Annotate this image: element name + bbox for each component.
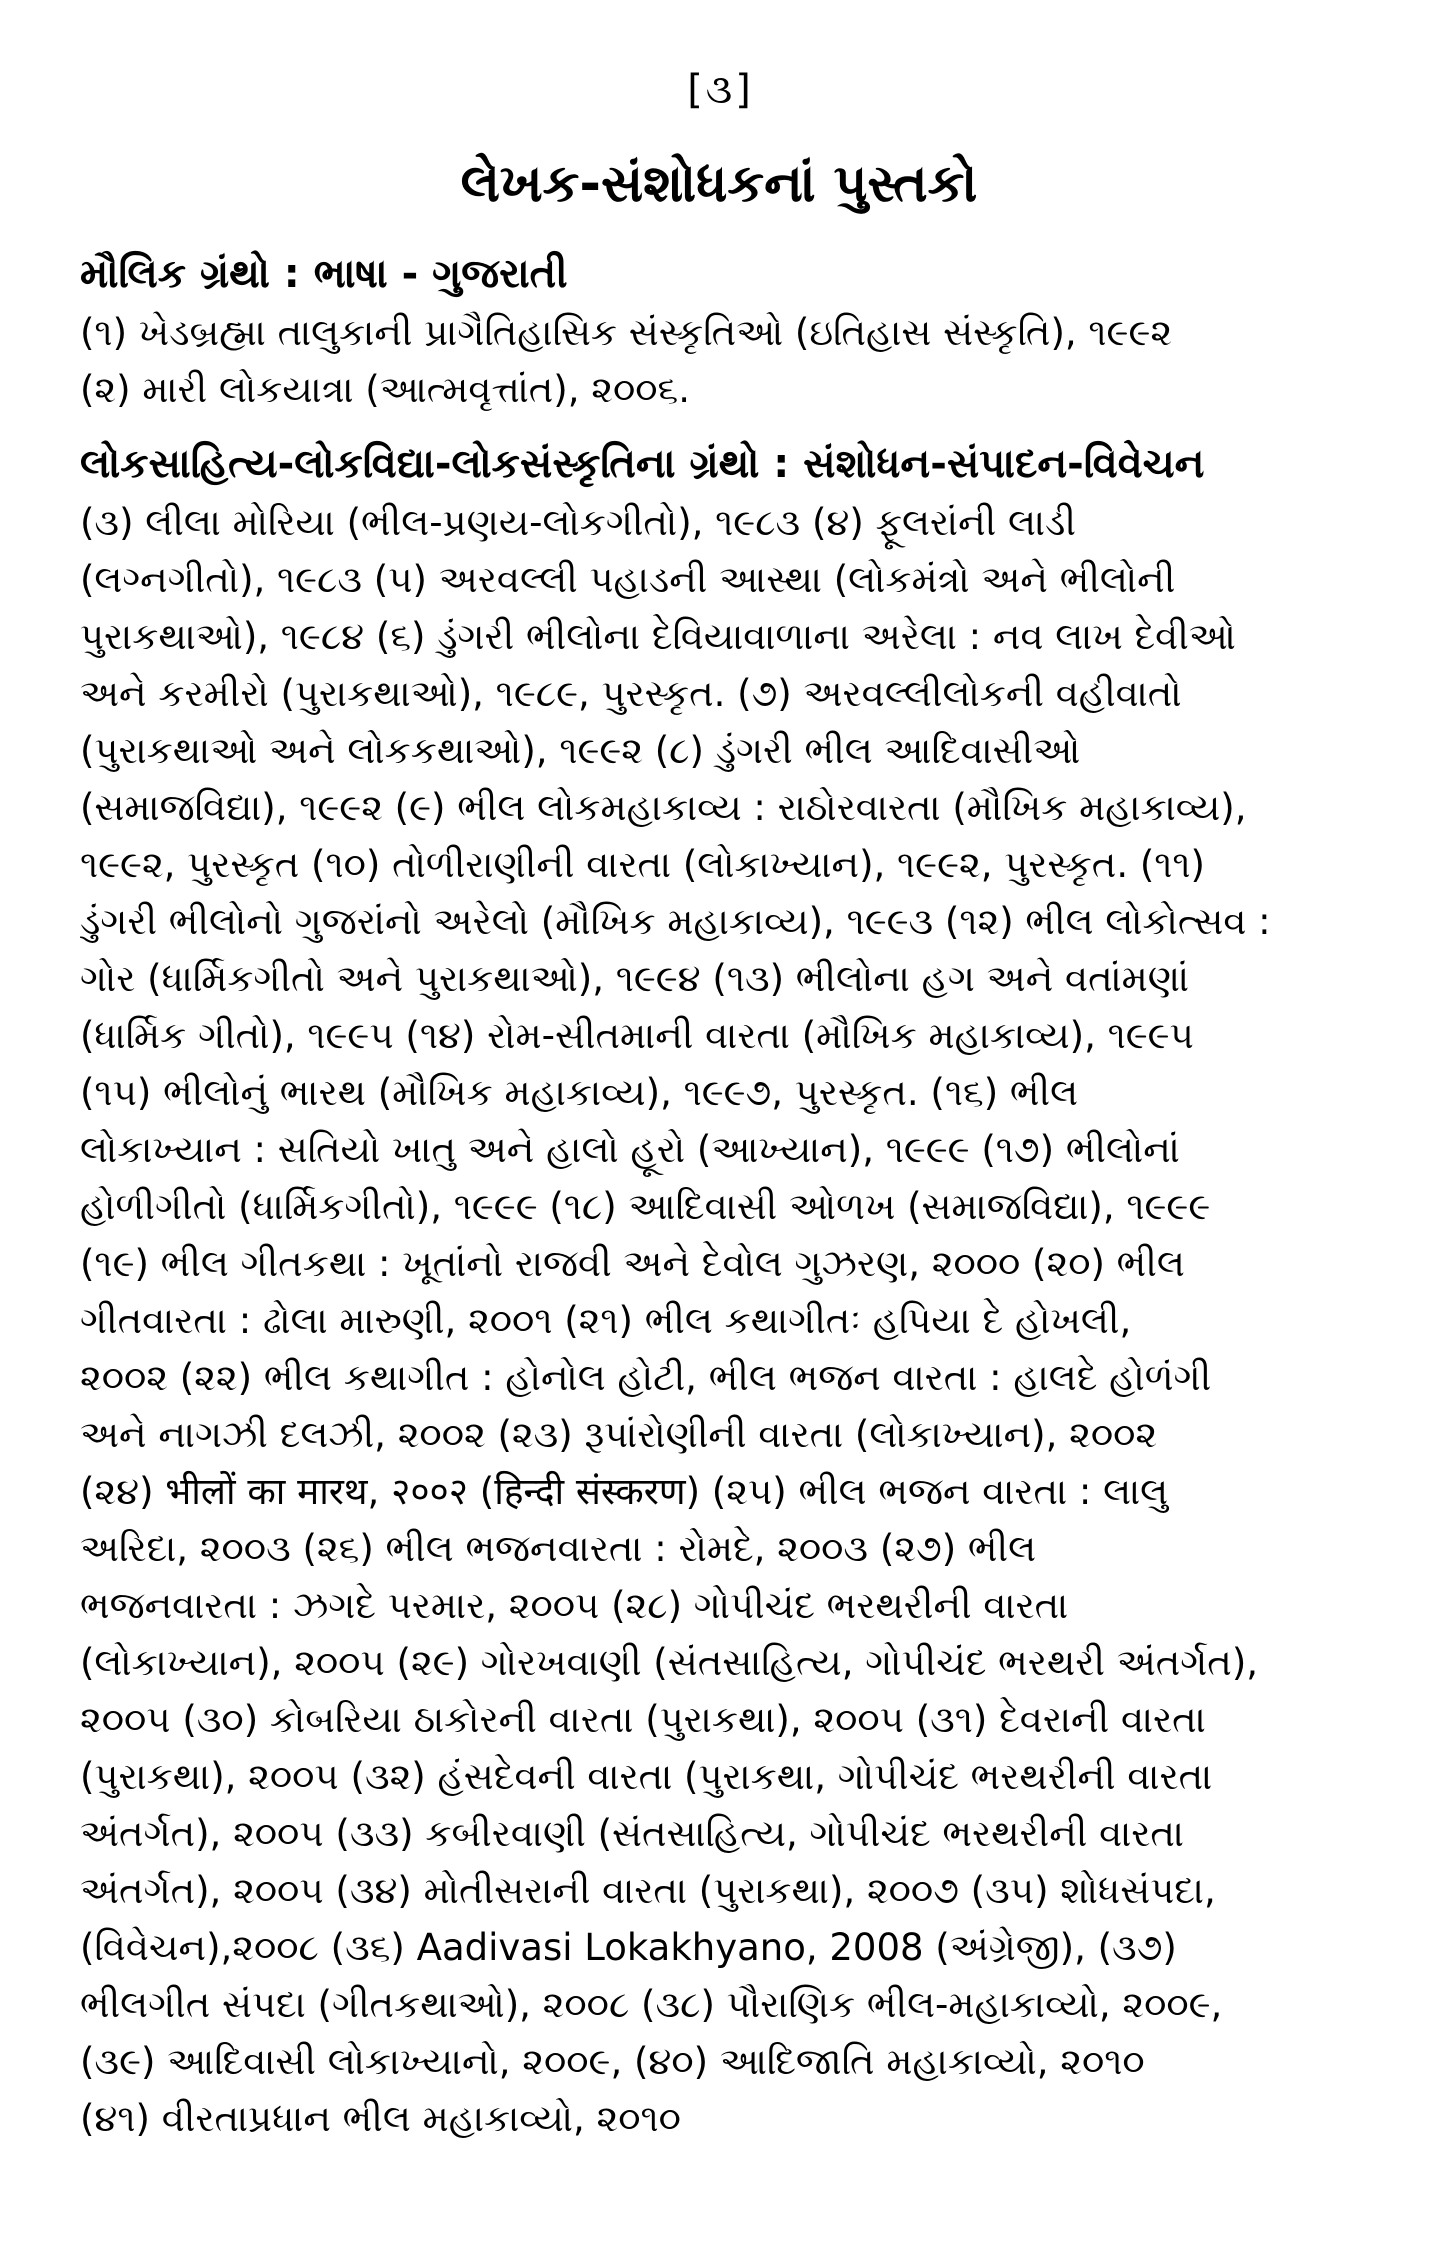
text-line: ભજનવારતા : ઝગદે પરમાર, ૨૦૦૫ (૨૮) ગોપીચંદ ભરથરીની વારતા [80,1584,1069,1627]
section-body [80,304,1358,418]
text-line: ૨૦૦૨ (૨૨) ભીલ કથાગીત : હોનોલ હોટી, ભીલ ભજન વારતા : હાલદે હોળંગી [80,1356,1212,1399]
section-heading: મૌલિક ગ્રંથો : ભાષા - ગુજરાતી [80,251,568,297]
section-body [80,494,1358,2147]
text-line: (૧૫) ભીલોનું ભારથ (મૌખિક મહાકાવ્ય), ૧૯૯૭, પુરસ્કૃત. (૧૬) ભીલ [80,1071,1079,1114]
page-number: [૩] [681,67,757,113]
section-original-works [80,244,1358,418]
text-line: (૧૯) ભીલ ગીતકથા : ખૂતાંનો રાજવી અને દેવોલ ગુઝરણ, ૨૦૦૦ (૨૦) ભીલ [80,1242,1185,1285]
text-line: (૧) ખેડબ્રહ્મા તાલુકાની પ્રાગૈતિહાસિક સંસ્કૃતિઓ (ઇતિહાસ સંસ્કૃતિ), ૧૯૯૨ [80,311,1173,354]
section-folklore-works [80,434,1358,2147]
text-line: ૨૦૦૫ (૩૦) કોબરિયા ઠાકોરની વારતા (પુરાકથા), ૨૦૦૫ (૩૧) દેવરાની વારતા [80,1698,1206,1741]
text-line: (લગ્નગીતો), ૧૯૮૩ (૫) અરવલ્લી પહાડની આસ્થા (લોકમંત્રો અને ભીલોની [80,558,1176,601]
text-line: ગીતવારતા : ઢોલા મારુણી, ૨૦૦૧ (૨૧) ભીલ કથાગીતઃ હપિયા દે હોખલી, [80,1299,1132,1342]
text-line: હોળીગીતો (ધાર્મિકગીતો), ૧૯૯૯ (૧૮) આદિવાસી ઓળખ (સમાજવિદ્યા), ૧૯૯૯ [80,1185,1211,1228]
text-line: અંતર્ગત), ૨૦૦૫ (૩૪) મોતીસરાની વારતા (પુરાકથા), ૨૦૦૭ (૩૫) શોધસંપદા, [80,1869,1216,1912]
text-line: ૧૯૯૨, પુરસ્કૃત (૧૦) તોળીરાણીની વારતા (લોકાખ્યાન), ૧૯૯૨, પુરસ્કૃત. (૧૧) [80,843,1205,886]
text-line: ગોર (ધાર્મિકગીતો અને પુરાકથાઓ), ૧૯૯૪ (૧૩) ભીલોના હગ અને વતાંમણાં [80,957,1190,1000]
section-heading: લોકસાહિત્ય-લોકવિદ્યા-લોકસંસ્કૃતિના ગ્રંથો : સંશોધન-સંપાદન-વિવેચન [80,441,1205,487]
text-line: (પુરાકથાઓ અને લોકકથાઓ), ૧૯૯૨ (૮) ડુંગરી ભીલ આદિવાસીઓ [80,729,1081,772]
text-line: (લોકાખ્યાન), ૨૦૦૫ (૨૯) ગોરખવાણી (સંતસાહિત્ય, ગોપીચંદ ભરથરી અંતર્ગત), [80,1641,1259,1684]
text-line: લોકાખ્યાન : સતિયો ખાતુ અને હાલો હૂરો (આખ્યાન), ૧૯૯૯ (૧૭) ભીલોનાં [80,1128,1180,1171]
text-line: (વિવેચન),૨૦૦૮ (૩૬) Aadivasi Lokakhyano, 2008 (અંગ્રેજી), (૩૭) [80,1926,1177,1969]
text-line: અને નાગઝી દલઝી, ૨૦૦૨ (૨૩) રૂપાંરોણીની વારતા (લોકાખ્યાન), ૨૦૦૨ [80,1413,1158,1456]
text-line: પુરાકથાઓ), ૧૯૮૪ (૬) ડુંગરી ભીલોના દેવિયાવાળાના અરેલા : નવ લાખ દેવીઓ [80,615,1236,658]
text-line: (૩૯) આદિવાસી લોકાખ્યાનો, ૨૦૦૯, (૪૦) આદિજાતિ મહાકાવ્યો, ૨૦૧૦ [80,2040,1145,2083]
text-line: અને કરમીરો (પુરાકથાઓ), ૧૯૮૯, પુરસ્કૃત. (૭) અરવલ્લીલોકની વહીવાતો [80,672,1182,715]
text-line: ડુંગરી ભીલોનો ગુજરાંનો અરેલો (મૌખિક મહાકાવ્ય), ૧૯૯૩ (૧૨) ભીલ લોકોત્સવ : [80,900,1271,943]
text-line: (૨૪) भीलों का मारथ, २००२ (हिन्दी संस्करण) (૨૫) ભીલ ભજન વારતા : લાલુ [80,1470,1169,1513]
text-line: અરિદા, ૨૦૦૩ (૨૬) ભીલ ભજનવારતા : રોમદે, ૨૦૦૩ (૨૭) ભીલ [80,1527,1037,1570]
text-line: (સમાજવિદ્યા), ૧૯૯૨ (૯) ભીલ લોકમહાકાવ્ય : રાઠોરવારતા (મૌખિક મહાકાવ્ય), [80,786,1247,829]
text-line: (૩) લીલા મોરિયા (ભીલ-પ્રણય-લોકગીતો), ૧૯૮૩ (૪) ફૂલરાંની લાડી [80,501,1076,544]
document-page [80,60,1358,2220]
text-line: અંતર્ગત), ૨૦૦૫ (૩૩) કબીરવાણી (સંતસાહિત્ય, ગોપીચંદ ભરથરીની વારતા [80,1812,1184,1855]
text-line: (પુરાકથા), ૨૦૦૫ (૩૨) હંસદેવની વારતા (પુરાકથા, ગોપીચંદ ભરથરીની વારતા [80,1755,1213,1798]
text-line: (ધાર્મિક ગીતો), ૧૯૯૫ (૧૪) રોમ-સીતમાની વારતા (મૌખિક મહાકાવ્ય), ૧૯૯૫ [80,1014,1194,1057]
text-line: (૨) મારી લોકયાત્રા (આત્મવૃત્તાંત), ૨૦૦૬. [80,368,691,411]
text-line: (૪૧) વીરતાપ્રધાન ભીલ મહાકાવ્યો, ૨૦૧૦ [80,2097,681,2140]
text-line: ભીલગીત સંપદા (ગીતકથાઓ), ૨૦૦૮ (૩૮) પૌરાણિક ભીલ-મહાકાવ્યો, ૨૦૦૯, [80,1983,1223,2026]
page-title: લેખક-સંશોધકનાં પુસ્તકો [460,154,978,214]
